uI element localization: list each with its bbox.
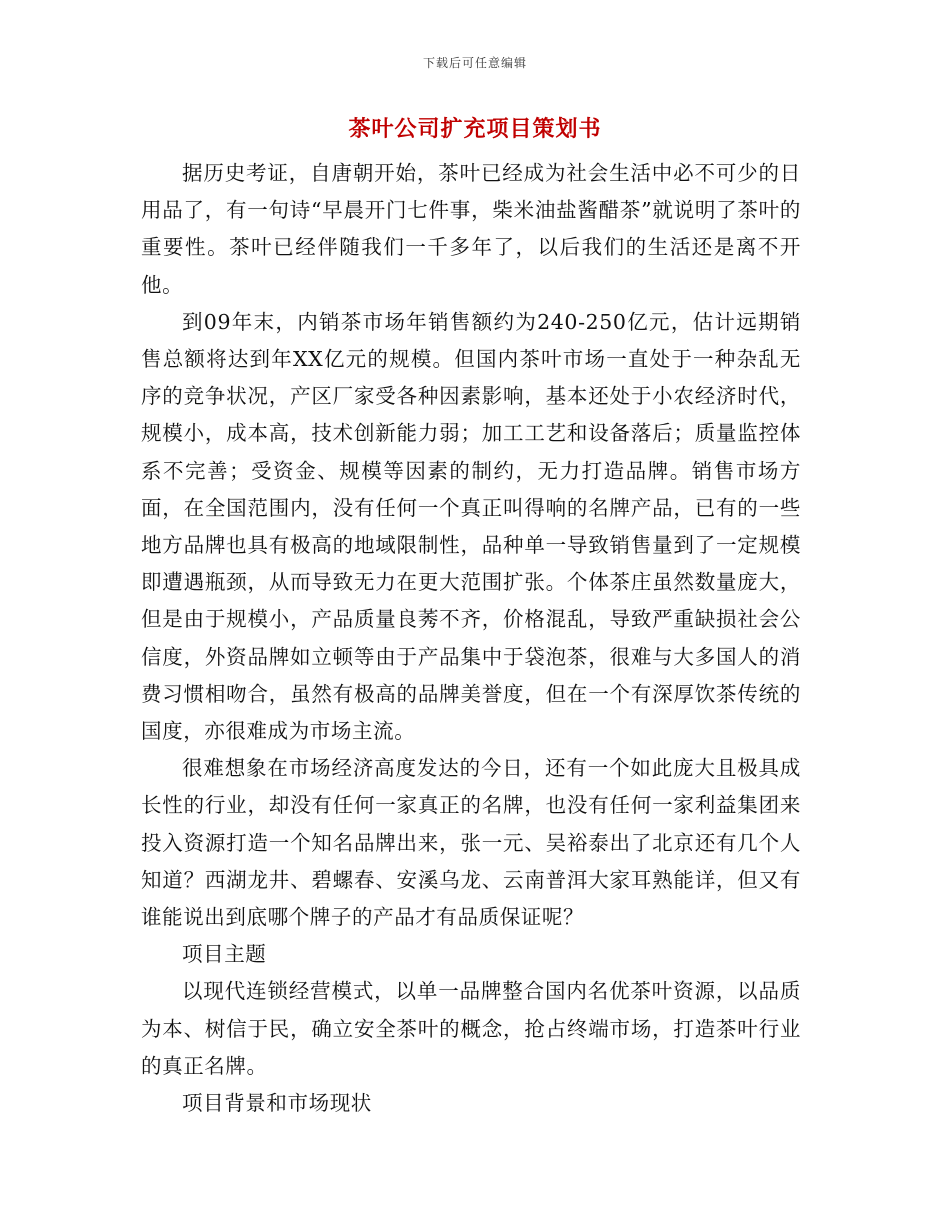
paragraph: 以现代连锁经营模式，以单一品牌整合国内名优茶叶资源，以品质为本、树信于民，确立安全茶叶的概念，抢占终端市场，打造茶叶行业的真正名牌。 <box>141 979 801 1078</box>
section-heading: 项目主题 <box>182 942 267 967</box>
paragraph: 到09年末，内销茶市场年销售额约为240-250亿元，估计远期销售总额将达到年XX亿元的规模。但国内茶叶市场一直处于一种杂乱无序的竞争状况，产区厂家受各种因素影响，基本还处于小农经济时代，规模小，成本高，技术创新能力弱；加工工艺和设备落后；质量监控体系不完善；受资金、规模等因素的制约，无力打造品牌。销售市场方面，在全国范围内，没有任何一个真正叫得响的名牌产品，已有的一些地方品牌也具有极高的地域限制性，品种单一导致销售量到了一定规模即遭遇瓶颈，从而导致无力在更大范围扩张。个体茶庄虽然数量庞大，但是由于规模小，产品质量良莠不齐，价格混乱，导致严重缺损社会公信度，外资品牌如立顿等由于产品集中于袋泡茶，很难与大多国人的消费习惯相吻合，虽然有极高的品牌美誉度，但在一个有深厚饮茶传统的国度，亦很难成为市场主流。 <box>141 309 801 744</box>
paragraph: 很难想象在市场经济高度发达的今日，还有一个如此庞大且极具成长性的行业，却没有任何一家真正的名牌，也没有任何一家利益集团来投入资源打造一个知名品牌出来，张一元、吴裕泰出了北京还有几个人知道？西湖龙井、碧螺春、安溪乌龙、云南普洱大家耳熟能详，但又有谁能说出到底哪个牌子的产品才有品质保证呢？ <box>141 756 801 930</box>
document-title: 茶叶公司扩充项目策划书 <box>348 116 602 142</box>
document-body <box>141 155 801 1122</box>
paragraph: 据历史考证，自唐朝开始，茶叶已经成为社会生活中必不可少的日用品了，有一句诗“早晨开门七件事，柴米油盐酱醋茶”就说明了茶叶的重要性。茶叶已经伴随我们一千多年了，以后我们的生活还是离不开他。 <box>141 161 801 297</box>
page-header: 下载后可任意编辑 <box>422 56 527 70</box>
section-heading: 项目背景和市场现状 <box>182 1091 372 1116</box>
